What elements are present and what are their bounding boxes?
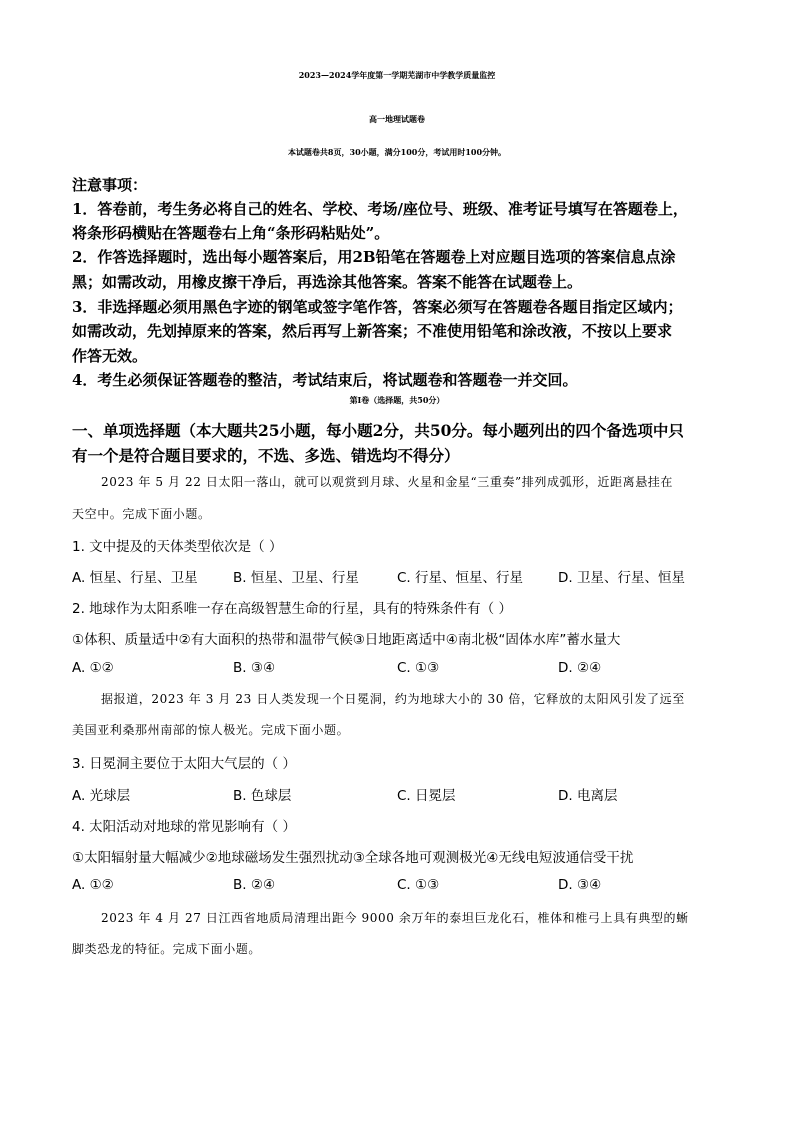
option-a[interactable]: A. ①② [72,877,114,893]
option-b[interactable]: B. 恒星、卫星、行星 [233,570,359,586]
notes-line: 2．作答选择题时，选出每小题答案后，用2B铅笔在答题卷上对应题目选项的答案信息点涂 [72,248,676,266]
notes-line: 将条形码横贴在答题卷右上角“条形码粘贴处”。 [72,224,390,242]
notes-line: 4．考生必须保证答题卷的整洁，考试结束后，将试题卷和答题卷一并交回。 [72,371,578,389]
section-heading: 一、单项选择题（本大题共25小题，每小题2分，共50分。每小题列出的四个备选项中只 [72,421,684,440]
option-d[interactable]: D. 电离层 [558,788,618,804]
option-d[interactable]: D. ③④ [558,877,602,893]
option-b[interactable]: B. 色球层 [233,788,292,804]
question-statements: ①太阳辐射量大幅减少②地球磁场发生强烈扰动③全球各地可观测极光④无线电短波通信受干扰 [72,850,634,866]
notes-heading: 注意事项： [72,176,148,194]
question-statements: ①体积、质量适中②有大面积的热带和温带气候③日地距离适中④南北极“固体水库”蓄水量大 [72,632,621,648]
material-text: 据报道，2023 年 3 月 23 日人类发现一个日冕洞，约为地球大小的 30 倍，它释放的太阳风引发了远至 [101,692,685,706]
option-c[interactable]: C. ①③ [397,660,440,676]
notes-line: 如需改动，先划掉原来的答案，然后再写上新答案；不准使用铅笔和涂改液，不按以上要求 [72,322,673,340]
exam-title: 2023—2024学年度第一学期芜湖市中学教学质量监控 [298,70,496,80]
option-d[interactable]: D. ②④ [558,660,602,676]
exam-intro: 本试题卷共8页，30小题，满分100分，考试用时100分钟。 [287,147,507,157]
exam-subtitle: 高一地理试题卷 [369,114,425,124]
option-c[interactable]: C. 日冕层 [397,788,456,804]
option-b[interactable]: B. ③④ [233,660,276,676]
option-d[interactable]: D. 卫星、行星、恒星 [558,570,685,586]
option-a[interactable]: A. 光球层 [72,788,131,804]
notes-line: 黑；如需改动，用橡皮擦干净后，再选涂其他答案。答案不能答在试题卷上。 [72,273,583,291]
option-b[interactable]: B. ②④ [233,877,276,893]
notes-line: 1．答卷前，考生务必将自己的姓名、学校、考场/座位号、班级、准考证号填写在答题卷上， [72,200,688,218]
material-text: 2023 年 4 月 27 日江西省地质局清理出距今 9000 余万年的泰坦巨龙化石，椎体和椎弓上具有典型的蜥 [101,911,689,925]
material-text: 2023 年 5 月 22 日太阳一落山，就可以观赏到月球、火星和金星“三重奏”排列成弧形，近距离悬挂在 [101,475,673,489]
question-stem: 2. 地球作为太阳系唯一存在高级智慧生命的行星，具有的特殊条件有（ ） [72,601,512,617]
option-c[interactable]: C. ①③ [397,877,440,893]
notes-line: 作答无效。 [72,347,148,365]
material-text: 美国亚利桑那州南部的惊人极光。完成下面小题。 [72,723,350,737]
section-heading-cont: 有一个是符合题目要求的，不选、多选、错选均不得分） [72,446,460,465]
notes-line: 3．非选择题必须用黑色字迹的钢笔或签字笔作答，答案必须写在答题卷各题目指定区域内； [72,298,683,316]
option-c[interactable]: C. 行星、恒星、行星 [397,570,524,586]
part-one-label: 第Ⅰ卷（选择题，共50分） [349,395,445,405]
material-text: 天空中。完成下面小题。 [72,507,211,521]
question-stem: 1. 文中提及的天体类型依次是（ ） [72,539,283,555]
option-a[interactable]: A. ①② [72,660,114,676]
question-stem: 4. 太阳活动对地球的常见影响有（ ） [72,819,296,835]
option-a[interactable]: A. 恒星、行星、卫星 [72,570,198,586]
material-text: 脚类恐龙的特征。完成下面小题。 [72,942,262,956]
question-stem: 3. 日冕洞主要位于太阳大气层的（ ） [72,756,296,772]
